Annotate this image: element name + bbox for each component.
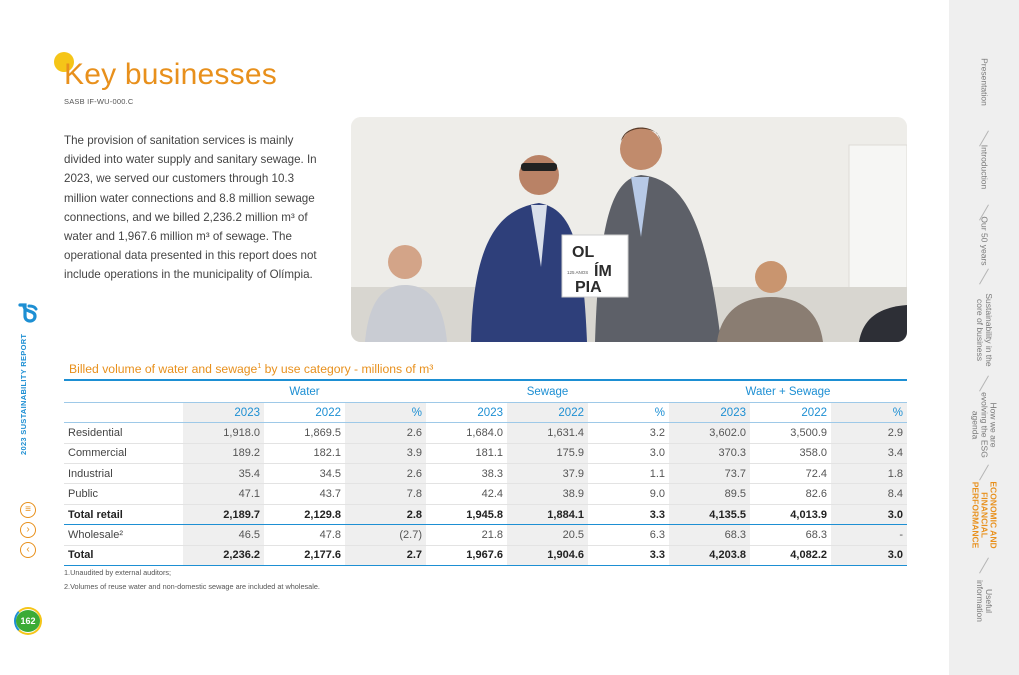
table-cell: 370.3 bbox=[669, 443, 750, 463]
table-cell: 1,945.8 bbox=[426, 504, 507, 524]
table-cell: 47.1 bbox=[183, 484, 264, 504]
table-cell: 3.2 bbox=[588, 423, 669, 443]
table-cell: 73.7 bbox=[669, 464, 750, 484]
sub-header: 2023 bbox=[183, 402, 264, 422]
table-cell: 181.1 bbox=[426, 443, 507, 463]
table-cell: 3.0 bbox=[831, 545, 907, 565]
row-label: Wholesale² bbox=[64, 525, 183, 545]
table-cell: 3.0 bbox=[831, 504, 907, 524]
sub-header-empty bbox=[64, 402, 183, 422]
table-cell: 182.1 bbox=[264, 443, 345, 463]
chevron-right-icon[interactable]: › bbox=[20, 522, 36, 538]
table-cell: (2.7) bbox=[345, 525, 426, 545]
table-row-total bbox=[64, 545, 907, 565]
table-row bbox=[64, 484, 907, 504]
footnote-2: 2.Volumes of reuse water and non-domestic sewage are included at wholesale. bbox=[64, 582, 320, 591]
row-label: Residential bbox=[64, 423, 183, 443]
table-cell: 4,013.9 bbox=[750, 504, 831, 524]
table-sub-header bbox=[64, 402, 907, 422]
group-header-water: Water bbox=[183, 382, 426, 402]
table-cell: 21.8 bbox=[426, 525, 507, 545]
table-top-rule bbox=[64, 379, 907, 381]
table-cell: 35.4 bbox=[183, 464, 264, 484]
photo-illustration bbox=[351, 117, 907, 342]
nav-sustainability[interactable]: Sustainability in the core of business bbox=[975, 293, 994, 367]
left-rail bbox=[0, 0, 56, 675]
report-label: 2023 SUSTAINABILITY REPORT bbox=[19, 333, 28, 455]
table-cell: 2,189.7 bbox=[183, 504, 264, 524]
table-cell: 4,082.2 bbox=[750, 545, 831, 565]
table-cell: 4,135.5 bbox=[669, 504, 750, 524]
table-cell: 1,918.0 bbox=[183, 423, 264, 443]
table-cell: 2.8 bbox=[345, 504, 426, 524]
nav-separator bbox=[979, 268, 989, 284]
sub-header: % bbox=[588, 402, 669, 422]
nav-our-50-years[interactable]: Our 50 years bbox=[979, 216, 990, 266]
sub-header: 2022 bbox=[507, 402, 588, 422]
table-cell: 68.3 bbox=[669, 525, 750, 545]
group-header-empty bbox=[64, 382, 183, 402]
sasb-code: SASB IF-WU-000.C bbox=[64, 97, 134, 106]
table-cell: 7.8 bbox=[345, 484, 426, 504]
sub-header: 2022 bbox=[264, 402, 345, 422]
page-number: 162 bbox=[16, 610, 40, 632]
table-cell: 2.9 bbox=[831, 423, 907, 443]
table-cell: 1.8 bbox=[831, 464, 907, 484]
table-cell: 3.3 bbox=[588, 504, 669, 524]
sub-header: 2023 bbox=[669, 402, 750, 422]
table-cell: 2,177.6 bbox=[264, 545, 345, 565]
table-cell: 3,500.9 bbox=[750, 423, 831, 443]
table-cell: 2.6 bbox=[345, 464, 426, 484]
sub-header: 2023 bbox=[426, 402, 507, 422]
sign-text-1: OL bbox=[572, 244, 595, 261]
table-cell: 1,631.4 bbox=[507, 423, 588, 443]
table-cell: 3.9 bbox=[345, 443, 426, 463]
table-cell: 46.5 bbox=[183, 525, 264, 545]
page-title: Key businesses bbox=[64, 58, 277, 91]
table-cell: 4,203.8 bbox=[669, 545, 750, 565]
table-cell: 37.9 bbox=[507, 464, 588, 484]
chevron-left-icon[interactable]: ‹ bbox=[20, 542, 36, 558]
table-cell: 3.0 bbox=[588, 443, 669, 463]
row-label: Commercial bbox=[64, 443, 183, 463]
table-cell: 72.4 bbox=[750, 464, 831, 484]
nav-presentation[interactable]: Presentation bbox=[979, 58, 990, 106]
row-label: Total retail bbox=[64, 504, 183, 524]
table-cell: 42.4 bbox=[426, 484, 507, 504]
table-cell: 43.7 bbox=[264, 484, 345, 504]
row-label: Public bbox=[64, 484, 183, 504]
table-cell: 34.5 bbox=[264, 464, 345, 484]
nav-introduction[interactable]: Introduction bbox=[979, 144, 990, 190]
group-header-sewage: Sewage bbox=[426, 382, 669, 402]
table-cell: 68.3 bbox=[750, 525, 831, 545]
row-label: Industrial bbox=[64, 464, 183, 484]
table-cell: - bbox=[831, 525, 907, 545]
table-cell: 8.4 bbox=[831, 484, 907, 504]
table-cell: 3,602.0 bbox=[669, 423, 750, 443]
event-photo bbox=[351, 117, 907, 342]
table-cell: 2,236.2 bbox=[183, 545, 264, 565]
table-cell: 6.3 bbox=[588, 525, 669, 545]
table-cell: 175.9 bbox=[507, 443, 588, 463]
table-cell: 358.0 bbox=[750, 443, 831, 463]
sign-text-2: ÍM bbox=[594, 263, 612, 280]
table-cell: 3.3 bbox=[588, 545, 669, 565]
billed-volume-table bbox=[64, 382, 907, 566]
table-title-text: Billed volume of water and sewage bbox=[69, 362, 258, 376]
nav-economic-financial-performance[interactable]: ECONOMIC AND FINANCIAL PERFORMANCE bbox=[970, 481, 999, 549]
nav-useful-information[interactable]: Useful information bbox=[975, 579, 994, 623]
table-cell: 3.4 bbox=[831, 443, 907, 463]
sabesp-logo-icon bbox=[17, 303, 39, 325]
section-nav bbox=[949, 0, 1019, 675]
table-title-sup: 1 bbox=[257, 362, 262, 370]
table-cell: 1,904.6 bbox=[507, 545, 588, 565]
sign-text-small: 125 ANOS bbox=[567, 270, 589, 275]
sub-header: % bbox=[345, 402, 426, 422]
group-header-water-sewage: Water + Sewage bbox=[669, 382, 907, 402]
table-title bbox=[69, 362, 433, 376]
table-row bbox=[64, 464, 907, 484]
sign-text-3: PIA bbox=[575, 279, 602, 296]
sub-header: % bbox=[831, 402, 907, 422]
table-row bbox=[64, 443, 907, 463]
table-cell: 2.7 bbox=[345, 545, 426, 565]
table-cell: 2.6 bbox=[345, 423, 426, 443]
table-title-suffix: by use category - millions of m³ bbox=[261, 362, 434, 376]
table-cell: 189.2 bbox=[183, 443, 264, 463]
table-cell: 2,129.8 bbox=[264, 504, 345, 524]
table-cell: 38.3 bbox=[426, 464, 507, 484]
table-group-header bbox=[64, 382, 907, 402]
sub-header: 2022 bbox=[750, 402, 831, 422]
table-cell: 1,684.0 bbox=[426, 423, 507, 443]
table-row bbox=[64, 423, 907, 443]
table-cell: 1,869.5 bbox=[264, 423, 345, 443]
table-cell: 1.1 bbox=[588, 464, 669, 484]
table-cell: 20.5 bbox=[507, 525, 588, 545]
row-label: Total bbox=[64, 545, 183, 565]
table-cell: 1,884.1 bbox=[507, 504, 588, 524]
table-cell: 38.9 bbox=[507, 484, 588, 504]
table-cell: 9.0 bbox=[588, 484, 669, 504]
table-cell: 1,967.6 bbox=[426, 545, 507, 565]
nav-esg-agenda[interactable]: How we are evolving the ESG agenda bbox=[970, 392, 999, 458]
table-row-total-retail bbox=[64, 504, 907, 524]
table-row bbox=[64, 525, 907, 545]
footnote-1: 1.Unaudited by external auditors; bbox=[64, 568, 172, 577]
menu-icon[interactable]: ≡ bbox=[20, 502, 36, 518]
intro-paragraph: The provision of sanitation services is mainly divided into water supply and sanitary sewage. In 2023, we served our customers through 10.3 million water connections and 8.8 million sewage connections, and we billed 2,236.2 million m³ of water and 1,967.6 million m³ of sewage. The operational data presented in this report does not include operations in the municipality of Olímpia. bbox=[64, 134, 317, 282]
table-cell: 47.8 bbox=[264, 525, 345, 545]
table-cell: 82.6 bbox=[750, 484, 831, 504]
table-cell: 89.5 bbox=[669, 484, 750, 504]
